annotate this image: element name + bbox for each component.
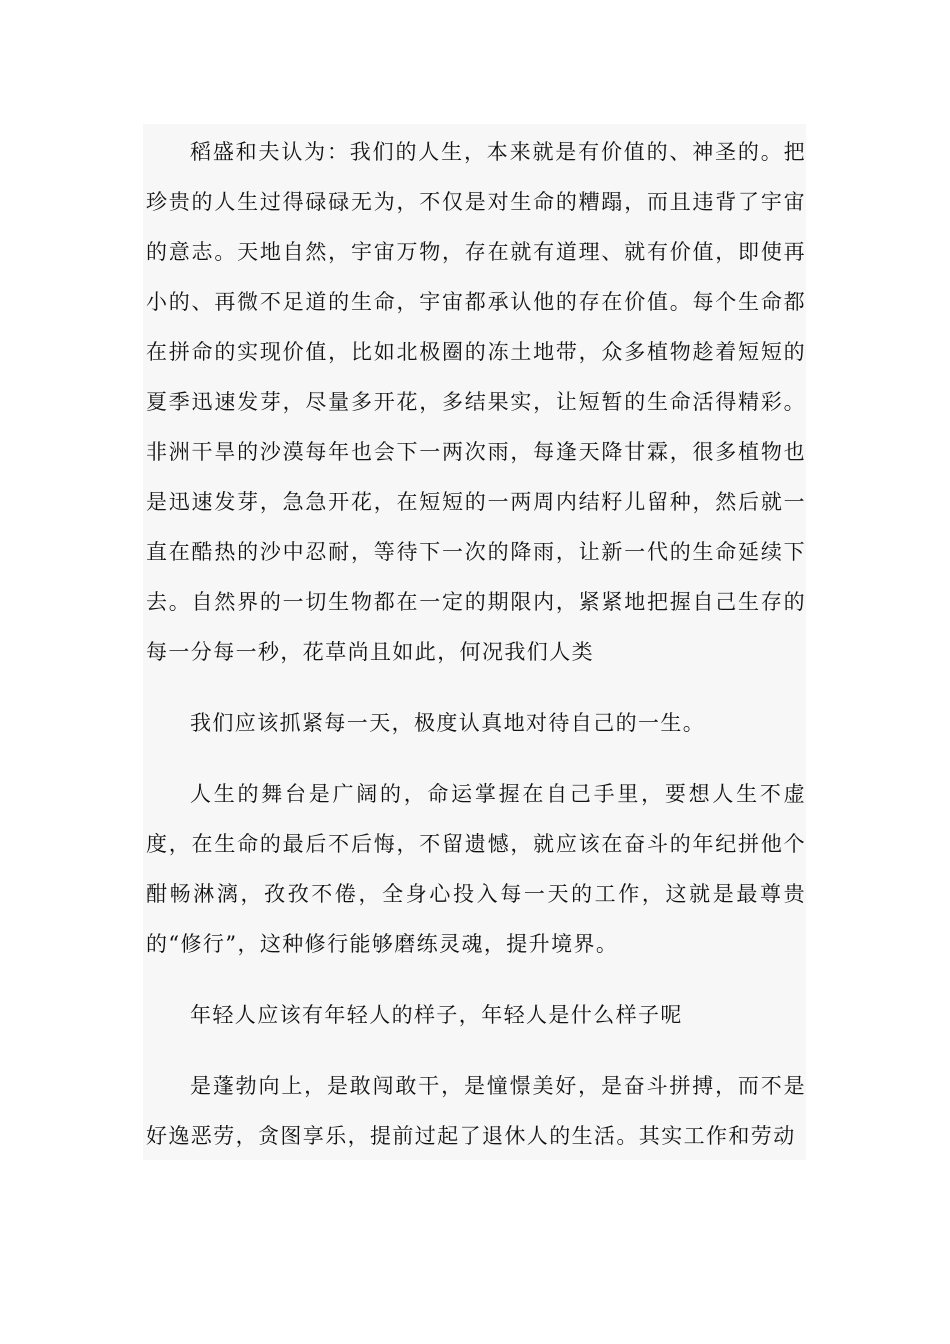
paragraph-life-stage: 人生的舞台是广阔的，命运掌握在自己手里，要想人生不虚度，在生命的最后不后悔，不留遗憾，就应该在奋斗的年纪拼他个酣畅淋漓，孜孜不倦，全身心投入每一天的工作，这就是最尊贵的“修行”，这种修行能够磨练灵魂，提升境界。 <box>146 782 806 956</box>
paragraph-inamori-view: 稻盛和夫认为：我们的人生，本来就是有价值的、神圣的。把珍贵的人生过得碌碌无为，不仅是对生命的糟蹋，而且违背了宇宙的意志。天地自然，宇宙万物，存在就有道理、就有价值，即使再小的、再微不足道的生命，宇宙都承认他的存在价值。每个生命都在拼命的实现价值，比如北极圈的冻土地带，众多植物趁着短短的夏季迅速发芽，尽量多开花，多结果实，让短暂的生命活得精彩。非洲干旱的沙漠每年也会下一两次雨，每逢天降甘霖，很多植物也是迅速发芽，急急开花，在短短的一两周内结籽儿留种，然后就一直在酷热的沙中忍耐，等待下一次的降雨，让新一代的生命延续下去。自然界的一切生物都在一定的期限内，紧紧地把握自己生存的每一分每一秒，花草尚且如此，何况我们人类 <box>146 140 806 664</box>
paragraph-young-people-answer: 是蓬勃向上，是敢闯敢干，是憧憬美好，是奋斗拼搏，而不是好逸恶劳，贪图享乐，提前过起了退休人的生活。其实工作和劳动 <box>146 1074 806 1148</box>
paragraph-seize-each-day: 我们应该抓紧每一天，极度认真地对待自己的一生。 <box>190 711 706 735</box>
document-text-block <box>143 124 806 1160</box>
paragraph-young-people-question: 年轻人应该有年轻人的样子，年轻人是什么样子呢 <box>190 1003 683 1027</box>
